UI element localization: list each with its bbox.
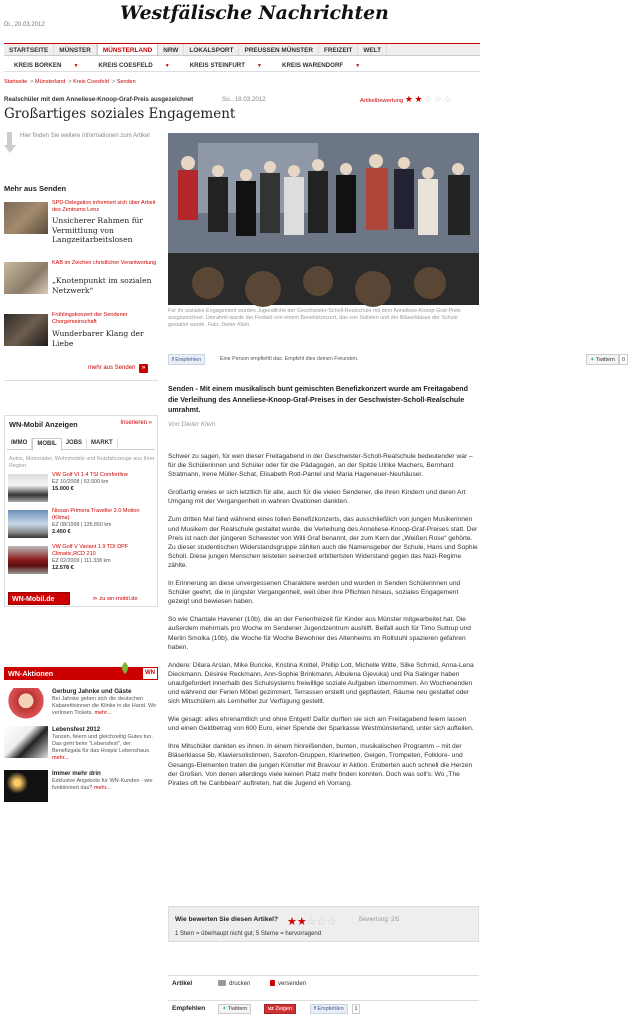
wn-link-label: zu wn-mobil.de (99, 596, 138, 602)
star-icon[interactable]: ★ (296, 916, 307, 928)
breadcrumb-muensterland[interactable]: Münsterland (35, 79, 66, 85)
twitter-icon: ✦ (590, 357, 596, 363)
wn-mobil-logo[interactable]: WN-Mobil.de (8, 592, 70, 605)
subnav-label: KREIS COESFELD (98, 62, 153, 69)
aktion-item[interactable] (4, 770, 158, 808)
vz-icon: vz (268, 1006, 276, 1012)
more-from-senden-title: Mehr aus Senden (4, 184, 67, 193)
facebook-icon: f (314, 1006, 318, 1012)
twitter-count: 0 (619, 354, 628, 365)
wn-mobil-box (4, 415, 158, 607)
aktion-image[interactable] (4, 688, 48, 720)
site-logo[interactable]: Westfälische Nachrichten (120, 2, 389, 24)
nav-nrw[interactable]: NRW (158, 44, 184, 55)
car-ad[interactable] (8, 508, 156, 540)
facebook-share-count: 1 (352, 1004, 360, 1014)
send-button[interactable] (270, 980, 306, 987)
facebook-icon: f (172, 357, 176, 363)
tab-immo[interactable]: IMMO (7, 438, 32, 449)
teaser-title[interactable]: „Knotenpunkt im sozialen Netzwerk“ (52, 276, 152, 295)
divider (4, 380, 158, 381)
article-date: So., 18.03.2012 (222, 96, 266, 103)
dropdown-icon: ▼ (73, 63, 79, 69)
facebook-like-label: Empfehlen (175, 357, 202, 363)
star-icon[interactable]: ★ (404, 94, 413, 104)
aktion-item[interactable] (4, 726, 158, 764)
car-image[interactable] (8, 510, 48, 538)
dropdown-icon: ▼ (355, 63, 361, 69)
print-button[interactable] (218, 980, 250, 987)
star-icon[interactable]: ☆ (424, 94, 433, 104)
facebook-like-button[interactable] (168, 354, 205, 365)
car-meta: EZ 08/1998 | 135.850 km (52, 522, 112, 528)
rating-stars[interactable] (404, 94, 452, 104)
subnav-kreis-steinfurt[interactable] (180, 60, 272, 71)
article-paragraph: In Erinnerung an diese unvergessenen Charaktere werden und wurden in Senden Schülerinnen und Schüler geehrt, die in jüngster Vergangenheit, weit über ihre Pflichten hinaus, soziales Engagement gezeigt und bewiesen haben. (168, 580, 461, 606)
facebook-share-button[interactable] (310, 1004, 348, 1014)
article-body (168, 452, 479, 797)
nav-preussen-muenster[interactable]: PREUSSEN MÜNSTER (239, 44, 319, 55)
aktion-title[interactable]: Immer mehr drin (52, 770, 101, 777)
aktion-title[interactable]: Lebensfest 2012 (52, 726, 101, 733)
subnav-label: KREIS WARENDORF (282, 62, 344, 69)
vz-share-label: Zeigen (275, 1006, 293, 1012)
breadcrumb-kreis-coesfeld[interactable]: Kreis Coesfeld (73, 79, 109, 85)
aktion-title[interactable]: Gerburg Jahnke und Gäste (52, 688, 132, 695)
article-paragraph: So wie Chantale Havener (10b), die an der Ferienfreizeit für Kinder aus Münster mitgearbeitet hat. Die außerdem mehrmals pro Woche im Sendener Jugendzentrum aushilft. Beifall auch für Timo Suttrup und Merlin Smolka (10b), die Woche für Woche Bewohner des Altenheims im Rollstuhl spazieren gefahren haben. (168, 616, 471, 651)
aktion-text-body: Exklusive Angebote für WN-Kunden - wie funktioniert das? (52, 778, 153, 791)
aktion-text (52, 734, 158, 762)
twitter-share-label: Twittern (228, 1006, 248, 1012)
teaser-subtitle[interactable]: KAB im Zeichen christlicher Verantwortung (52, 260, 157, 266)
article-author: Von Dieter Klein (168, 421, 216, 428)
article-rating-top (360, 96, 452, 104)
article-headline: Großartiges soziales Engagement (4, 106, 236, 122)
rating-label: Artikelbewertung (360, 98, 404, 104)
wn-aktionen-title: WN-Aktionen (8, 669, 54, 678)
aktion-image[interactable] (4, 770, 48, 802)
car-price: 2.450 € (52, 529, 71, 535)
nav-muenster[interactable]: MÜNSTER (54, 44, 97, 55)
aktion-text (52, 696, 158, 717)
aktion-item[interactable] (4, 688, 158, 726)
aktion-text-body: Bei Jahnke geben sich die deutschen Kabarettisinnen die Klinke in die Hand. Wir verlosen Tickets. (52, 696, 157, 716)
star-icon[interactable]: ★ (414, 94, 423, 104)
nav-welt[interactable]: WELT (358, 44, 387, 55)
car-price: 15.000 € (52, 486, 74, 492)
star-icon[interactable]: ☆ (433, 94, 442, 104)
wn-arrow-icon: ⊳ (93, 596, 100, 602)
car-name[interactable]: VW Golf VI 1.4 TSI Comfortline (52, 472, 129, 478)
header-date: Di., 20.03.2012 (4, 22, 45, 28)
teaser-image[interactable] (4, 202, 48, 234)
subnav-kreis-coesfeld[interactable] (88, 60, 179, 71)
more-from-senden-link[interactable] (88, 364, 148, 373)
tab-markt[interactable]: MARKT (87, 438, 118, 449)
article-photo[interactable] (168, 133, 479, 305)
article-paragraph: Andere: Dilara Arslan, Mike Buricke, Kristina Knittel, Phillip Lott, Michelle Witte, Silke Schmid, Anna-Lena Dieckmann, Désirée Reckmann, Ann-Sophie Brinkmann, Albulena Gjevuka) und Pia Salinger haben unaufgefordert innerhalb des Schulsystems freiwillige soziale Aufgaben übernommen. An Wochenenden und während der Ferien Möbel gezimmert, Terrassen erstellt und gepflastert, Räume neu gestaltet oder sich Mitschülern als Lernhelfer zur Verfügung gestellt. (168, 661, 474, 706)
aktion-image[interactable] (4, 726, 48, 758)
photo-credit: Foto: Dieter Klein (207, 322, 250, 328)
teaser-item[interactable] (4, 260, 158, 304)
breadcrumb-startseite[interactable]: Startseite (4, 79, 28, 85)
star-icon[interactable]: ☆ (316, 916, 327, 928)
wn-mobil-link[interactable] (93, 596, 138, 602)
nav-startseite[interactable]: STARTSEITE (4, 44, 54, 55)
facebook-like-text: Eine Person empfiehlt das. Empfehl dies deinen Freunden. (220, 356, 359, 362)
printer-icon (218, 980, 226, 986)
teaser-image[interactable] (4, 262, 48, 294)
rating-question: Wie bewerten Sie diesen Artikel? (175, 916, 279, 923)
tab-jobs[interactable]: JOBS (62, 438, 87, 449)
tab-mobil[interactable]: MOBIL (32, 438, 61, 451)
recommend-label: Empfehlen (172, 1005, 206, 1012)
article-actions (168, 975, 479, 991)
breadcrumb: Startseite > Münsterland > Kreis Coesfeld > Senden (4, 79, 136, 85)
wn-tabs (7, 438, 155, 450)
aktion-more-link[interactable]: mehr... (94, 710, 112, 716)
teaser-title[interactable]: Unsicherer Rahmen für Vermittlung von Langzeitarbeitslosen (52, 216, 144, 244)
info-hint-text: Hier finden Sie weitere Informationen zum Artikel (20, 133, 150, 139)
rating-legend: 1 Stern = überhaupt nicht gut; 5 Sterne = hervorragend (175, 931, 322, 937)
article-actions-label: Artikel (172, 980, 193, 987)
photo-caption-text: Für ihr soziales Engagement wurden Jugendliche der Geschwister-Scholl-Realschule mit dem Anneliese-Knoop-Graf-Preis ausgezeichnet. Umrahmt wurde der Festakt von einem Benefizkonzert, das von Solisten und der Bläserklasse der Schule gestaltet wurde. (168, 308, 461, 328)
article-paragraph: Wie gesagt: alles ehrenamtlich und ohne Entgelt! Dafür durften sie sich am Freitagabend feiern lassen und einen Geldbetrag von 600 Euro, einer Spende der Sparkasse Westmünsterland, unter sich aufteilen. (168, 716, 474, 733)
facebook-share-label: Empfehlen (317, 1006, 344, 1012)
article-paragraph: Ihre Mitschüler dankten es ihnen. In einem hinreißenden, bunten, musikalischen Programm – mit der Bläserklasse 5b, Klaviersolistinnen, Saxofon-Gruppen, Klarinetten, Geigen, Trompeten, Folklore- und Gesangs-Elementen traten die jungen Künstler mit Bravour in Aktion. Eroberten auch schnell die Herzen der Großen. Von denen allerdings viele keinen Platz mehr finden konnten. Doch was soll's: Wo „The Pirates oft he Caribbean“ auftreten, hat die Jugend eh Vorrang. (168, 743, 473, 787)
arrow-down-icon (4, 132, 16, 154)
car-image[interactable] (8, 474, 48, 502)
car-price: 12.578 € (52, 565, 74, 571)
car-ad[interactable] (8, 544, 156, 576)
rating-box (168, 906, 479, 942)
rating-box-stars[interactable] (287, 915, 336, 928)
article-kicker: Realschüler mit dem Anneliese-Knoop-Graf-Preis ausgezeichnet (4, 96, 194, 103)
recommend-row (168, 1000, 479, 1016)
car-meta: EZ 02/2009 | 111.338 km (52, 558, 111, 564)
vz-share-button[interactable] (264, 1004, 296, 1014)
twitter-share-button[interactable] (218, 1004, 251, 1014)
aktion-more-link[interactable]: mehr... (93, 785, 111, 791)
subnav-label: KREIS BORKEN (14, 62, 62, 69)
wn-badge-icon: WN (142, 667, 158, 680)
breadcrumb-senden[interactable]: Senden (116, 79, 136, 85)
car-name[interactable]: VW Golf V Variant 1.9 TDI DPF Climatic,RCD 210 (52, 544, 129, 557)
info-hint (4, 132, 154, 154)
print-label: drucken (229, 981, 251, 987)
photo-caption (168, 308, 479, 329)
teaser-subtitle[interactable]: Frühlingskonzert der Sendener Chorgemeinschaft (52, 312, 128, 325)
article-lead: Senden - Mit einem musikalisch bunt gemischten Benefizkonzert wurde am Freitagabend die Verleihung des Anneliese-Knoop-Graf-Preises in der Geschwister-Scholl-Realschule umrahmt. (168, 385, 468, 415)
subnav-kreis-warendorf[interactable] (272, 60, 370, 71)
sub-navigation (4, 60, 480, 72)
rating-score: Bewertung: 2/5 (359, 917, 400, 923)
twitter-icon: ✦ (222, 1006, 229, 1012)
subnav-kreis-borken[interactable] (4, 60, 88, 71)
teaser-title[interactable]: Wunderbarer Klang der Liebe (52, 329, 144, 348)
dropdown-icon: ▼ (164, 63, 170, 69)
aktion-text (52, 778, 158, 792)
car-image[interactable] (8, 546, 48, 574)
leaf-icon (120, 662, 130, 674)
article-paragraph: Schwer zu sagen, für wen dieser Freitagabend in der Geschwister-Scholl-Realschule bedeutender war – für die Schülerinnen und Schüler oder für die Pädagogen, an der Spitze Ulrike Machers, Bernhard Stratmann, Irene Müller-Schat, Elisabeth Rott-Pantel und Maria Hageneuer-Neuhäuser. (168, 453, 473, 479)
teaser-item[interactable] (4, 200, 158, 244)
twitter-button[interactable] (586, 354, 619, 365)
send-label: versenden (278, 981, 307, 987)
article-photo-image (168, 133, 479, 305)
star-icon[interactable]: ★ (287, 916, 297, 928)
car-ad[interactable] (8, 472, 156, 504)
nav-freizeit[interactable]: FREIZEIT (319, 44, 358, 55)
article-paragraph: Zum dritten Mal fand während eines tollen Benefizkonzerts, das ausschließlich von jungen Musikerinnen und Musikern der Realschule gestaltet wurde, die Verleihung des Anneliese-Knoop-Graf-Preises statt. Der Preis ist nach der jüngeren Schwester von Willi Graf benannt, der zum Kern der „Weißen Rose“ gehörte. Zu dieser studentischen Widerstandsgruppe zählten auch die Namensgeber der Schule, Hans und Sophie Scholl. Diese jungen Menschen leisteten seinerzeit erbittertsten Widerstand gegen das Nazi-Regime zählte. (168, 516, 478, 569)
car-meta: EZ 10/2008 | 63.500 km (52, 479, 109, 485)
main-navigation (4, 43, 480, 56)
star-icon[interactable]: ☆ (326, 916, 337, 928)
teaser-item[interactable] (4, 312, 158, 356)
aktion-more-link[interactable]: mehr... (52, 755, 69, 761)
wn-description: Autos, Motorräder, Wohnmobile und Nutzfahrzeuge aus Ihrer Region (9, 456, 155, 469)
nav-muensterland[interactable]: MÜNSTERLAND (97, 44, 158, 55)
wn-mobil-title: WN-Mobil Anzeigen (9, 420, 78, 429)
teaser-subtitle[interactable]: SPD-Delegation informiert sich über Arbeit des Zentrums Lenz (52, 200, 156, 213)
subnav-label: KREIS STEINFURT (189, 62, 246, 69)
car-name[interactable]: Nissan Primera Traveller 2.0 Motion (Klima) (52, 508, 140, 521)
aktion-text-body: Tanzen, feiern und gleichzeitig Gutes tun. Das geht beim "Lebensfest", der Benefizgala für das Hospiz Lebenshaus. (52, 734, 153, 754)
twitter-label: Twittern (595, 357, 615, 363)
article-paragraph: Großartig erwies er sich letztlich für alle, auch für die vielen Sendener, die ihren Kindern und deren Art Umgang mit der Vergangenheit in wahren Ovationen dankten. (168, 489, 466, 506)
envelope-icon (270, 980, 275, 986)
share-bar (168, 354, 625, 366)
teaser-image[interactable] (4, 314, 48, 346)
more-arrow-icon: » (139, 364, 148, 373)
star-icon[interactable]: ☆ (443, 94, 452, 104)
star-icon[interactable]: ☆ (306, 916, 317, 928)
dropdown-icon: ▼ (257, 63, 262, 69)
nav-lokalsport[interactable]: LOKALSPORT (184, 44, 239, 55)
more-link-label: mehr aus Senden (88, 365, 136, 371)
wn-aktionen-header (4, 667, 158, 680)
wn-insert-link[interactable]: Inserieren » (120, 420, 152, 426)
